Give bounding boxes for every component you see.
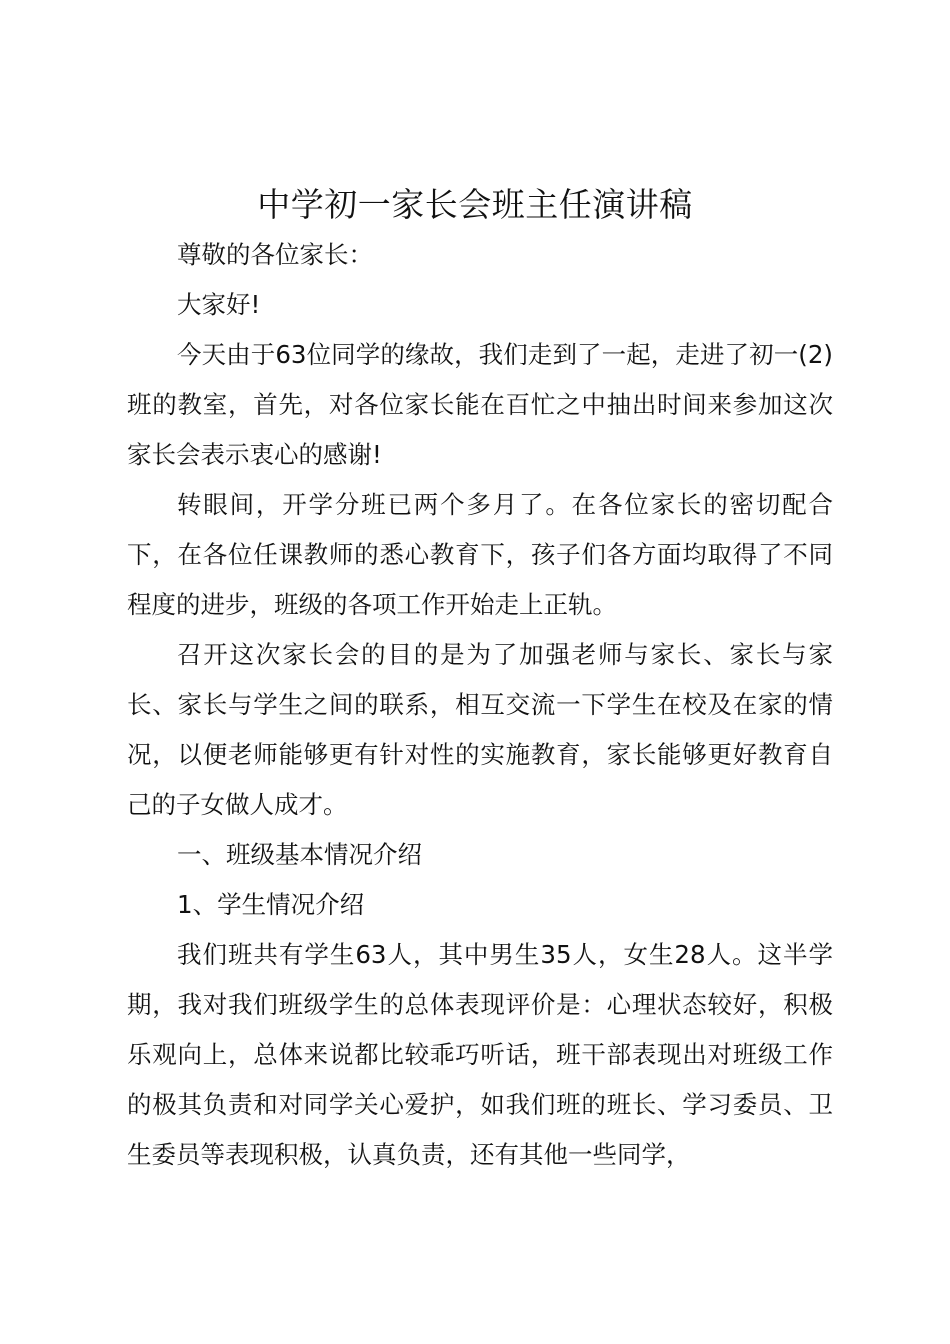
section-heading: 一、班级基本情况介绍 xyxy=(177,840,422,869)
subsection-heading: 1、学生情况介绍 xyxy=(177,890,365,919)
paragraph-intro: 今天由于63位同学的缘故，我们走到了一起，走进了初一(2)班的教室，首先，对各位家长能在百忙之中抽出时间来参加这次家长会表示衷心的感谢! xyxy=(127,340,833,469)
paragraph-progress: 转眼间，开学分班已两个多月了。在各位家长的密切配合下，在各位任课教师的悉心教育下，孩子们各方面均取得了不同程度的进步，班级的各项工作开始走上正轨。 xyxy=(127,490,833,619)
document-body xyxy=(127,230,833,1180)
salutation: 尊敬的各位家长： xyxy=(177,240,373,269)
greeting: 大家好! xyxy=(177,290,261,319)
paragraph-students: 我们班共有学生63人，其中男生35人，女生28人。这半学期，我对我们班级学生的总体表现评价是：心理状态较好，积极乐观向上，总体来说都比较乖巧听话，班干部表现出对班级工作的极其负责和对同学关心爱护，如我们班的班长、学习委员、卫生委员等表现积极，认真负责，还有其他一些同学， xyxy=(127,940,833,1169)
document-title: 中学初一家长会班主任演讲稿 xyxy=(257,185,693,224)
paragraph-purpose: 召开这次家长会的目的是为了加强老师与家长、家长与家长、家长与学生之间的联系，相互交流一下学生在校及在家的情况，以便老师能够更有针对性的实施教育，家长能够更好教育自己的子女做人成才。 xyxy=(127,640,833,819)
